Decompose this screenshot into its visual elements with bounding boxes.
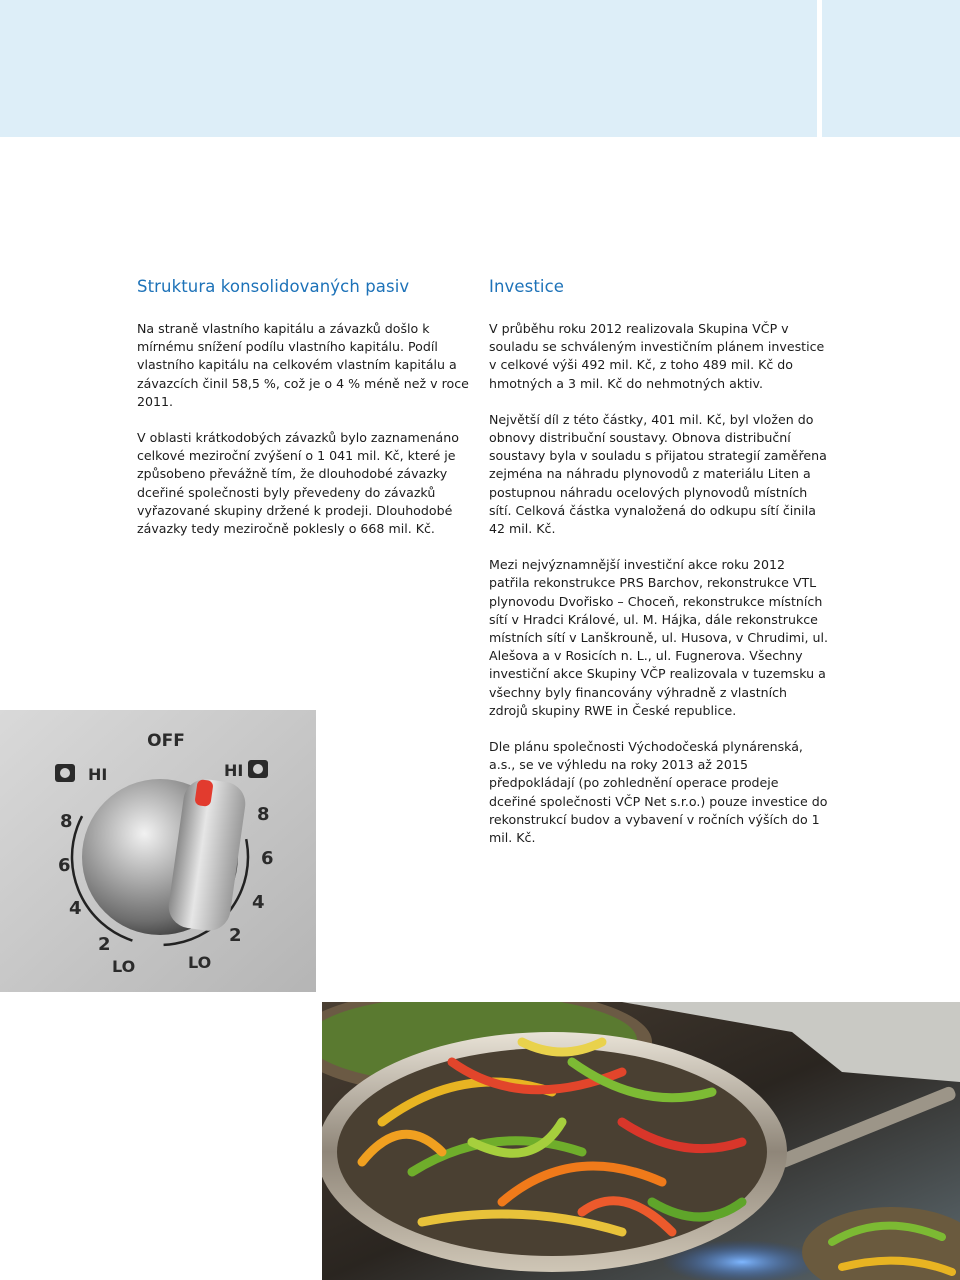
left-column [137, 276, 477, 556]
header-band [0, 0, 817, 137]
section-heading-investments: Investice [489, 277, 565, 296]
paragraph: V průběhu roku 2012 realizovala Skupina VČP v souladu se schváleným investičním plánem investice v celkové výši 492 mil. Kč, z toho 489 mil. Kč do hmotných a 3 mil. Kč do nehmotných aktiv. [489, 321, 825, 391]
hi-label: HI [88, 765, 108, 784]
dial-number: 4 [252, 892, 265, 913]
header-band-right [822, 0, 960, 137]
lo-label: LO [188, 953, 212, 972]
off-label: OFF [147, 731, 185, 751]
section-heading-liabilities: Struktura konsolidovaných pasiv [137, 277, 410, 296]
dial-number: 4 [69, 898, 82, 919]
dial-number: 8 [60, 811, 73, 832]
paragraph: Mezi nejvýznamnější investiční akce roku 2012 patřila rekonstrukce PRS Barchov, rekonstrukce VTL plynovodu Dvořisko – Choceň, rekonstrukce místních sítí v Hradci Králové, ul. M. Hájka, dále rekonstrukce místních sítí v Lanškrouně, ul. Husova, v Chrudimi, ul. Alešova a v Rosicích n. L., ul. Fugnerova. Všechny investiční akce Skupiny VČP realizovala v tuzemsku a všechny byly financovány výhradně z vlastních zdrojů skupiny RWE in České republice. [489, 557, 829, 718]
paragraph: Dle plánu společnosti Východočeská plynárenská, a.s., se ve výhledu na roky 2013 až 2015 předpokládají (po zohlednění operace prodeje dceřiné společnosti VČP Net s.r.o.) pouze investice do rekonstrukcí budov a vybavení v ročních výších do 1 mil. Kč. [489, 739, 828, 846]
paragraph: V oblasti krátkodobých závazků bylo zaznamenáno celkové meziroční zvýšení o 1 041 mil. Kč, které je způsobeno převážně tím, že dlouhodobé závazky dceřiné společnosti byly převedeny do závazků vyřazované skupiny držené k prodeji. Dlouhodobé závazky tedy meziročně poklesly o 668 mil. Kč. [137, 430, 459, 537]
lo-label: LO [112, 957, 136, 976]
stove-knob-photo [0, 710, 316, 992]
dial-number: 6 [58, 855, 71, 876]
dial-number: 8 [257, 804, 270, 825]
hi-label: HI [224, 761, 244, 780]
dial-number: 6 [261, 848, 274, 869]
right-column [489, 276, 829, 865]
paragraph: Největší díl z této částky, 401 mil. Kč, byl vložen do obnovy distribuční soustavy. Obnova distribuční soustavy byla v souladu s přijatou strategií zaměřena zejména na náhradu plynovodů z materiálu Liten a postupnou náhradu ocelových plynovodů místních sítí. Celková částka vynaložená do odkupu sítí činila 42 mil. Kč. [489, 411, 827, 537]
paragraph: Na straně vlastního kapitálu a závazků došlo k mírnému snížení podílu vlastního kapitálu. Podíl vlastního kapitálu na celkovém vlastním kapitálu a závazcích činil 58,5 %, což je o 4 % méně než v roce 2011. [137, 321, 469, 409]
dial-number: 2 [229, 925, 242, 946]
dial-number: 2 [98, 934, 111, 955]
frying-pan-photo [322, 1002, 960, 1280]
